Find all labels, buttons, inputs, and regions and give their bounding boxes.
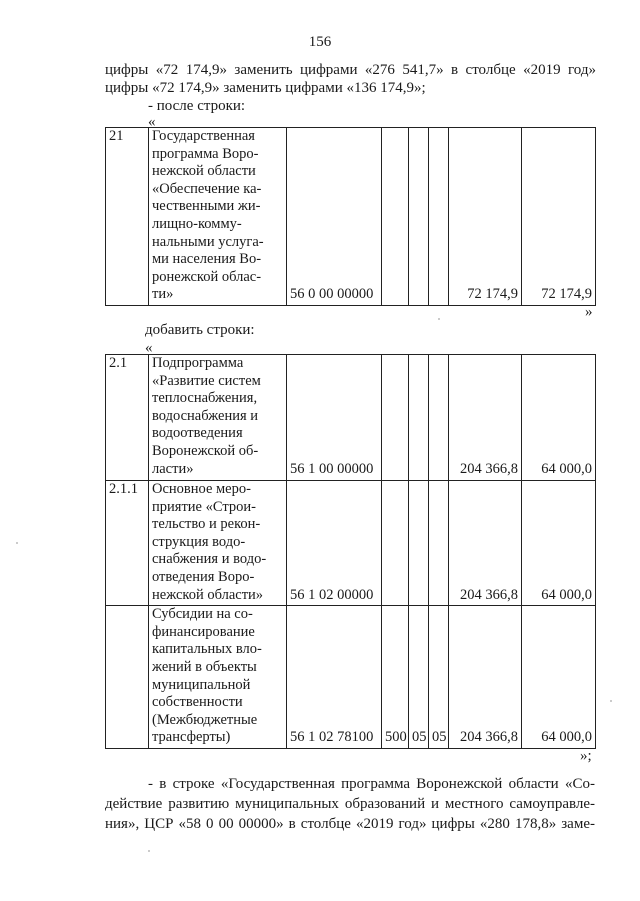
row-col-vr: 500 xyxy=(382,606,409,749)
text-line: добавить строки: xyxy=(145,322,255,338)
row-col-rz xyxy=(409,355,429,481)
row-col-pr: 05 xyxy=(429,606,449,749)
row-number: 2.1 xyxy=(106,355,149,481)
closing-quote: » xyxy=(585,304,593,320)
row-name: Подпрограмма «Развитие систем теплоснабжения, водоснабжения и водоотведения Воронежской об- ласти» xyxy=(149,355,287,481)
row-value-2: 64 000,0 xyxy=(522,481,596,606)
table-row xyxy=(106,355,596,481)
row-number: 2.1.1 xyxy=(106,481,149,606)
row-col-vr xyxy=(382,355,409,481)
row-name: Субсидии на со- финансирование капитальных вло- жений в объекты муниципальной собственности (Межбюджетные трансферты) xyxy=(149,606,287,749)
scan-speck xyxy=(610,700,612,702)
row-name: Государственная программа Воро- нежской области «Обеспечение ка- чественными жи- лищно-комму- нальными услуга- ми населения Во- ронежской облас- ти» xyxy=(149,128,287,306)
page-number: 156 xyxy=(308,34,332,50)
row-value-1: 72 174,9 xyxy=(449,128,522,306)
table-row xyxy=(106,606,596,749)
row-col-rz xyxy=(409,128,429,306)
text-line: - в строке «Государственная программа Воронежской области «Со- xyxy=(148,776,595,792)
table-row xyxy=(106,481,596,606)
row-col-rz xyxy=(409,481,429,606)
row-name: Основное меро- приятие «Строи- тельство и рекон- струкция водо- снабжения и водо- отведения Воро- нежской области» xyxy=(149,481,287,606)
row-value-1: 204 366,8 xyxy=(449,481,522,606)
row-col-rz: 05 xyxy=(409,606,429,749)
row-number: 21 xyxy=(106,128,149,306)
text-line: - после строки: xyxy=(148,98,246,114)
row-number xyxy=(106,606,149,749)
row-col-vr xyxy=(382,128,409,306)
scan-speck xyxy=(16,542,18,544)
scan-speck xyxy=(438,318,440,320)
budget-table-1 xyxy=(105,127,596,306)
row-col-vr xyxy=(382,481,409,606)
row-col-pr xyxy=(429,481,449,606)
row-col-pr xyxy=(429,128,449,306)
row-value-2: 64 000,0 xyxy=(522,606,596,749)
row-value-2: 72 174,9 xyxy=(522,128,596,306)
row-code: 56 1 02 78100 xyxy=(287,606,382,749)
text-line: действие развитию муниципальных образований и местного самоуправле- xyxy=(105,796,595,812)
text-line: цифры «72 174,9» заменить цифрами «136 174,9»; xyxy=(105,80,426,96)
row-value-1: 204 366,8 xyxy=(449,606,522,749)
row-code: 56 1 00 00000 xyxy=(287,355,382,481)
row-code: 56 1 02 00000 xyxy=(287,481,382,606)
budget-table-2 xyxy=(105,354,596,749)
text-line: ния», ЦСР «58 0 00 00000» в столбце «2019 год» цифры «280 178,8» заме- xyxy=(105,816,595,832)
row-code: 56 0 00 00000 xyxy=(287,128,382,306)
row-value-2: 64 000,0 xyxy=(522,355,596,481)
opening-quote: « xyxy=(145,340,153,356)
row-col-pr xyxy=(429,355,449,481)
row-value-1: 204 366,8 xyxy=(449,355,522,481)
text-line: цифры «72 174,9» заменить цифрами «276 541,7» в столбце «2019 год» xyxy=(105,62,596,78)
closing-quote: »; xyxy=(580,748,592,764)
opening-quote: « xyxy=(148,114,156,130)
scan-speck xyxy=(148,850,150,852)
table-row xyxy=(106,128,596,306)
